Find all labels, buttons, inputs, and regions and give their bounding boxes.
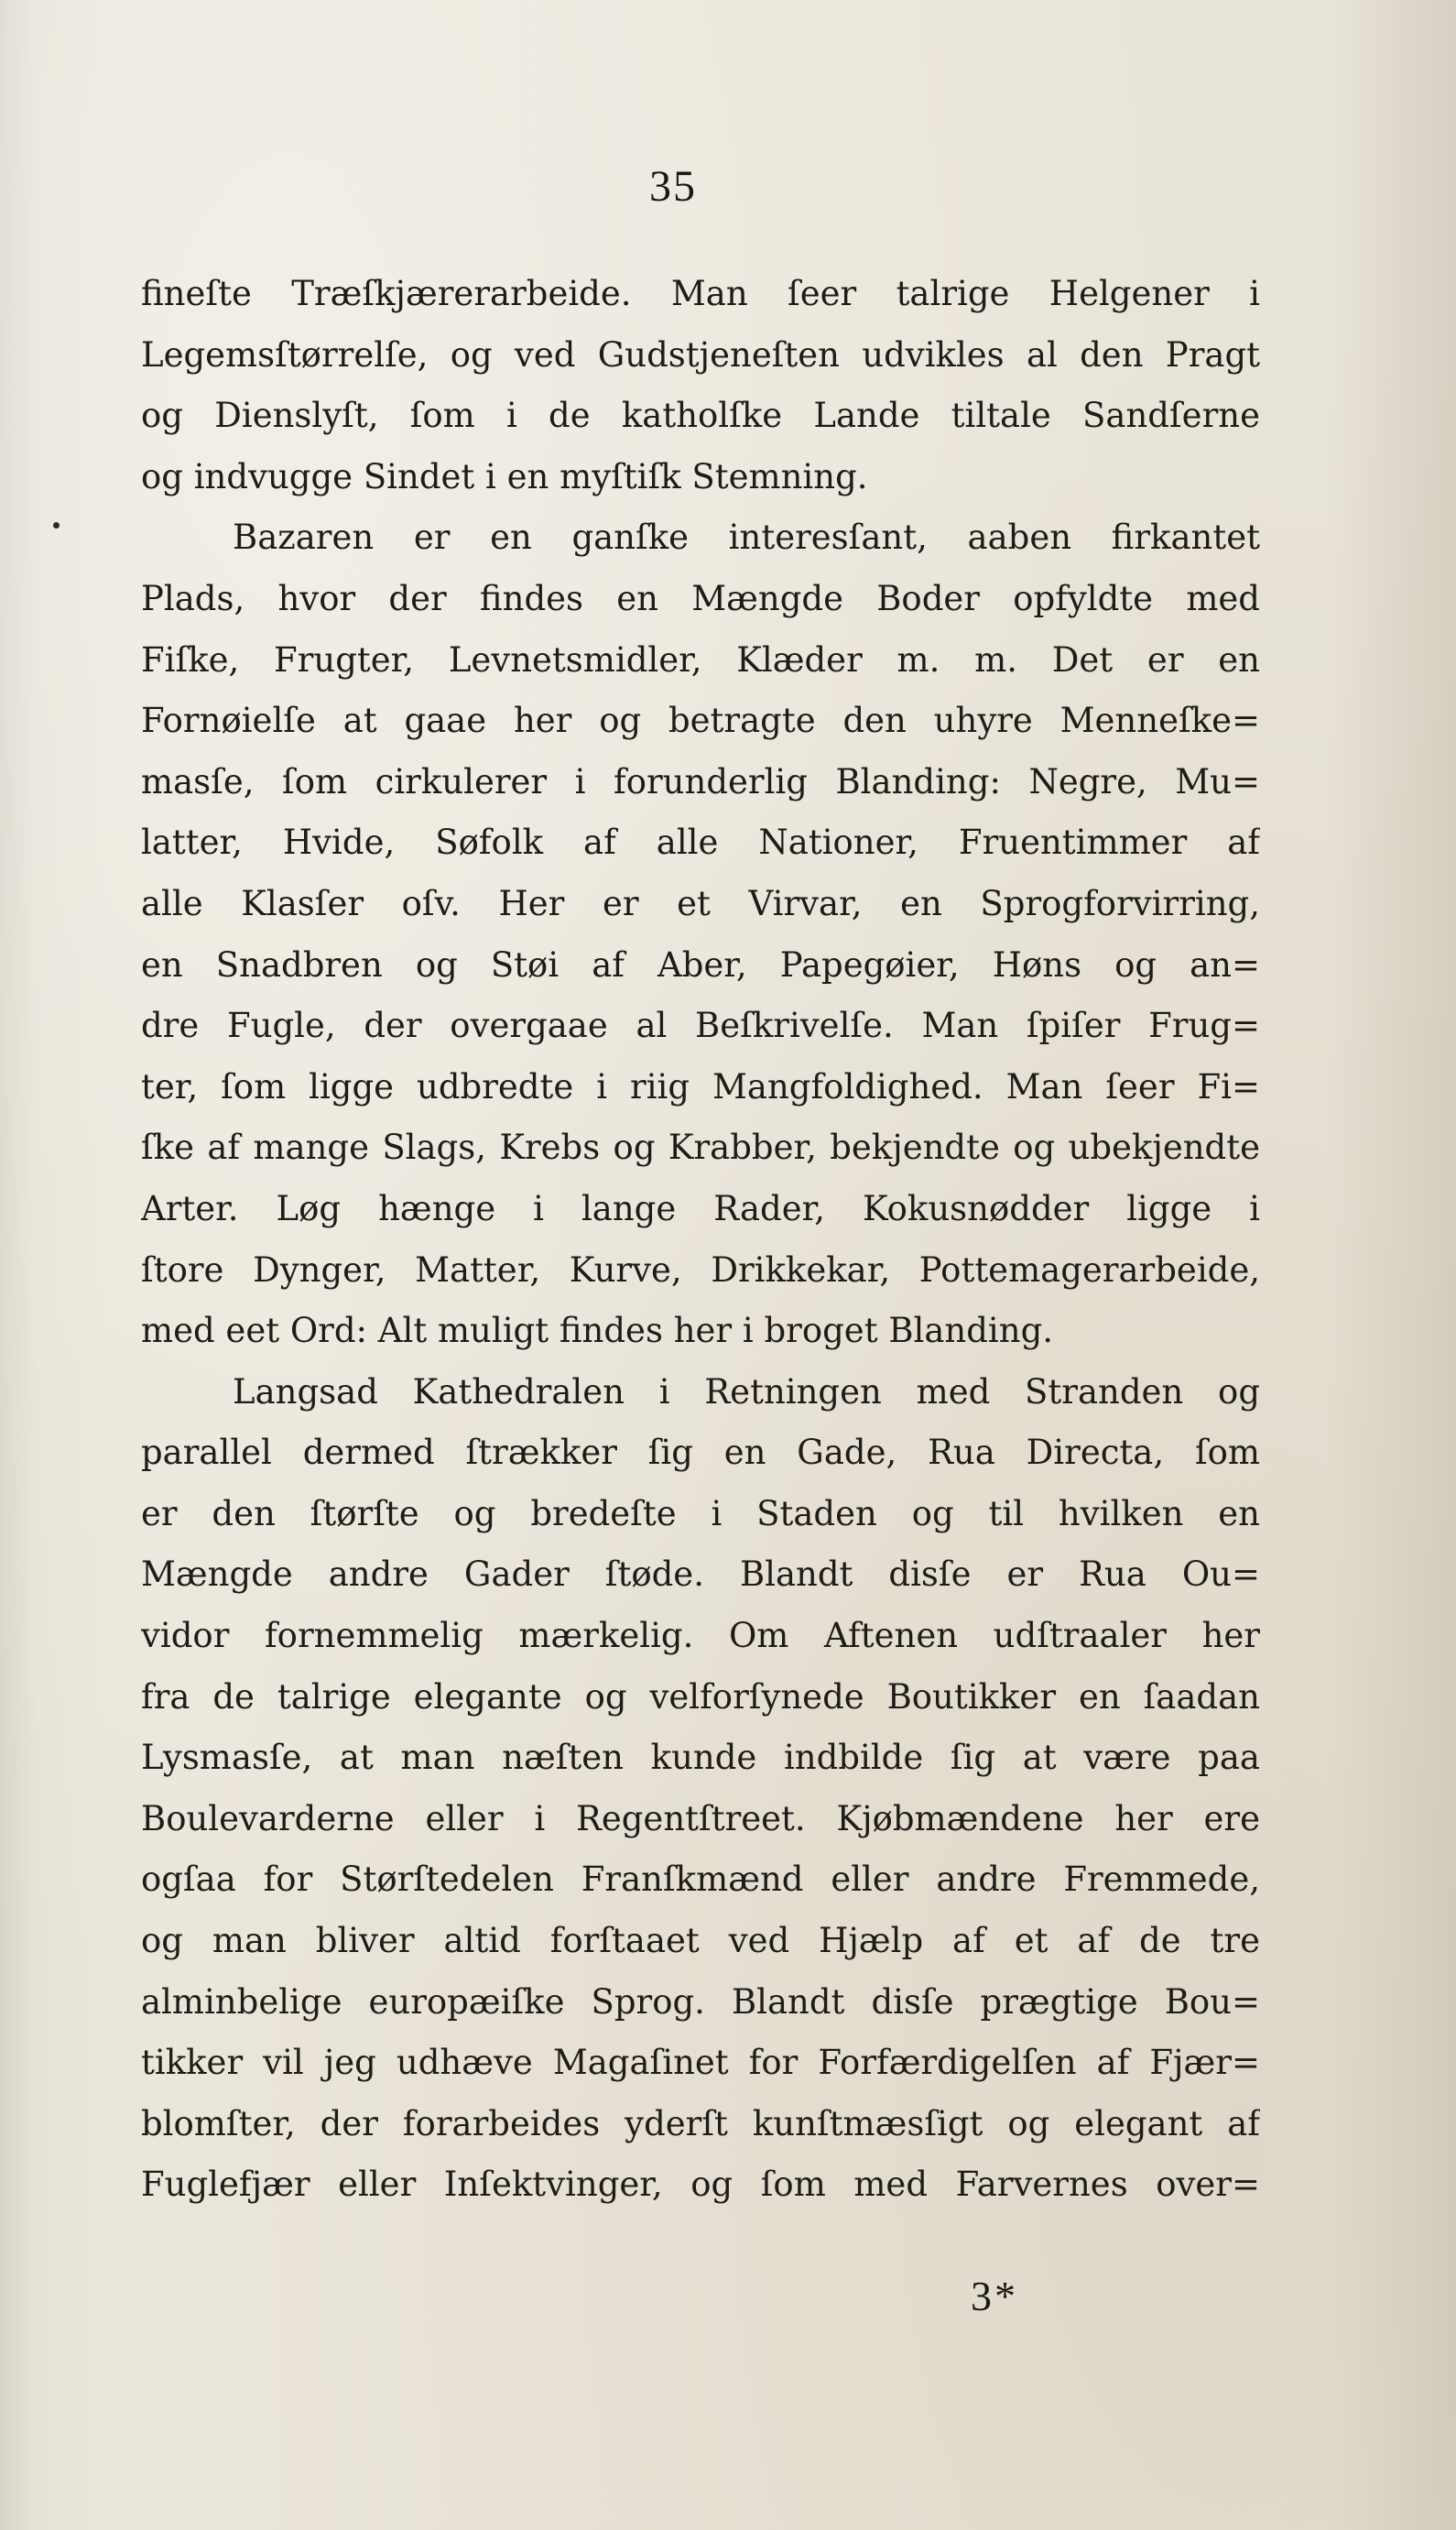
text-line: Langsad Kathedralen i Retningen med Stranden og — [233, 1371, 1260, 1412]
text-line: ſke af mange Slags, Krebs og Krabber, bekjendte og ubekjendte — [141, 1128, 1260, 1168]
text-line: parallel dermed ſtrækker ſig en Gade, Rua Directa, ſom — [141, 1433, 1260, 1473]
text-line: dre Fugle, der overgaae al Beſkrivelſe. Man ſpiſer Frug= — [141, 1006, 1260, 1046]
text-line: Fiſke, Frugter, Levnetsmidler, Klæder m. m. Det er en — [141, 639, 1260, 680]
text-line: Fornøielſe at gaae her og betragte den uhyre Menneſke= — [141, 701, 1260, 741]
text-line: ſtore Dynger, Matter, Kurve, Drikkekar, Pottemagerarbeide, — [141, 1249, 1260, 1290]
page-number: 35 — [649, 162, 697, 211]
body-text — [141, 264, 1260, 2216]
text-line: og man bliver altid forſtaaet ved Hjælp af et af de tre — [141, 1921, 1260, 1961]
text-line: Mængde andre Gader ſtøde. Blandt disſe er Rua Ou= — [141, 1554, 1260, 1595]
text-line: masſe, ſom cirkulerer i forunderlig Blanding: Negre, Mu= — [141, 761, 1260, 802]
text-line: Bazaren er en ganſke interesſant, aaben firkantet — [233, 518, 1260, 558]
text-line: fra de talrige elegante og velforſynede Boutikker en ſaadan — [141, 1676, 1260, 1717]
text-line: og indvugge Sindet i en myſtiſk Stemning. — [141, 456, 868, 496]
text-line: er den ſtørſte og bredeſte i Staden og til hvilken en — [141, 1493, 1260, 1533]
text-line: og Dienslyſt, ſom i de katholſke Lande tiltale Sandſerne — [141, 396, 1260, 436]
text-line: ogſaa for Størſtedelen Franſkmænd eller andre Fremmede, — [141, 1859, 1260, 1900]
margin-mark — [53, 522, 60, 529]
text-line: vidor fornemmelig mærkelig. Om Aftenen udſtraaler her — [141, 1616, 1260, 1656]
text-line: latter, Hvide, Søfolk af alle Nationer, Fruentimmer af — [141, 823, 1260, 863]
text-line: alle Klasſer oſv. Her er et Virvar, en Sprogforvirring, — [141, 883, 1260, 923]
text-line: Fuglefjær eller Inſektvinger, og ſom med Farvernes over= — [141, 2165, 1260, 2205]
text-line: blomſter, der forarbeides yderſt kunſtmæsſigt og elegant af — [141, 2103, 1260, 2143]
text-line: en Snadbren og Støi af Aber, Papegøier, Høns og an= — [141, 944, 1260, 985]
text-line: Boulevarderne eller i Regentſtreet. Kjøbmændene her ere — [141, 1798, 1260, 1838]
signature-mark: 3* — [971, 2273, 1018, 2319]
text-line: fineſte Træſkjærerarbeide. Man ſeer talrige Helgener i — [141, 274, 1260, 313]
text-line: Legemsſtørrelſe, og ved Gudstjeneſten udvikles al den Pragt — [141, 334, 1260, 375]
text-line: Lysmasſe, at man næſten kunde indbilde ſig at være paa — [141, 1738, 1260, 1778]
text-line: ter, ſom ligge udbredte i riig Mangfoldighed. Man ſeer Fi= — [141, 1066, 1260, 1107]
text-line: med eet Ord: Alt muligt findes her i broget Blanding. — [141, 1311, 1054, 1351]
text-line: Arter. Løg hænge i lange Rader, Kokusnødder ligge i — [141, 1188, 1260, 1228]
text-line: alminbelige europæiſke Sprog. Blandt disſe prægtige Bou= — [141, 1981, 1260, 2022]
text-line: Plads, hvor der findes en Mængde Boder opfyldte med — [141, 578, 1260, 618]
text-line: tikker vil jeg udhæve Magaſinet for Forfærdigelſen af Fjær= — [141, 2043, 1260, 2083]
